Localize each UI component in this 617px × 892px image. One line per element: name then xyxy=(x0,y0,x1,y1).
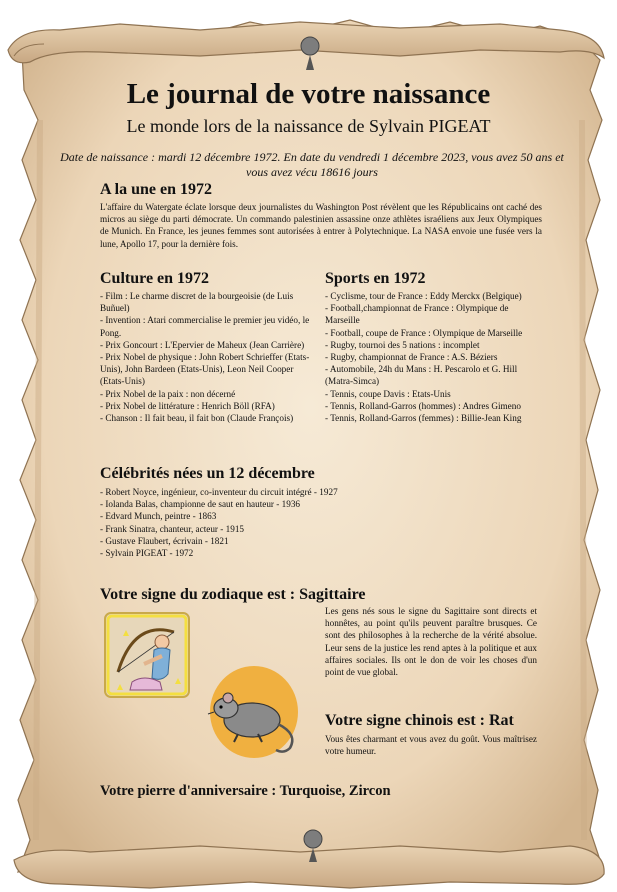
page-subtitle: Le monde lors de la naissance de Sylvain PIGEAT xyxy=(126,116,491,136)
celebrities-section xyxy=(100,465,500,559)
sports-title: Sports en 1972 xyxy=(325,270,426,287)
list-item: - Chanson : Il fait beau, il fait bon (Claude François) xyxy=(100,413,294,424)
culture-list xyxy=(100,290,314,424)
list-item: - Gustave Flaubert, écrivain - 1821 xyxy=(100,535,229,546)
list-item: - Cyclisme, tour de France : Eddy Merckx (Belgique) xyxy=(325,291,522,301)
culture-title: Culture en 1972 xyxy=(100,270,210,287)
celebrities-list xyxy=(100,486,500,559)
list-item: - Rugby, championnat de France : A.S. Béziers xyxy=(325,352,498,363)
list-item: - Prix Nobel de littérature : Henrich Böll (RFA) xyxy=(100,400,275,411)
chinese-text: Vous êtes charmant et vous avez du goût. Vous maîtrisez votre humeur. xyxy=(325,734,537,757)
zodiac-text: Les gens nés sous le signe du Sagittaire sont directs et honnêtes, au point qu'ils peuvent paraître brusques. Ce sont des philosophes à la recherche de la vérité absolue. Leur sens de la justice les rend aptes à la politique et aux affaires sociales. Ils ont le don de voir les choses d'un point de vue global. xyxy=(325,606,537,678)
list-item: - Edvard Munch, peintre - 1863 xyxy=(100,511,217,522)
list-item: - Robert Noyce, ingénieur, co-inventeur du circuit intégré - 1927 xyxy=(100,487,338,497)
birthstone-title: Votre pierre d'anniversaire : Turquoise, Zircon xyxy=(100,783,391,799)
list-item: - Prix Goncourt : L'Epervier de Maheux (Jean Carrière) xyxy=(100,339,305,350)
sagittarius-archer-icon xyxy=(104,612,190,698)
list-item: - Film : Le charme discret de la bourgeoisie (de Luis Buñuel) xyxy=(100,291,294,314)
zodiac-title xyxy=(100,586,560,604)
headline-section xyxy=(100,181,542,250)
list-item: - Frank Sinatra, chanteur, acteur - 1915 xyxy=(100,523,245,534)
list-item: - Football, coupe de France : Olympique de Marseille xyxy=(325,327,523,338)
list-item: - Tennis, Rolland-Garros (hommes) : Andres Gimeno xyxy=(325,400,521,411)
headline-text: L'affaire du Watergate éclate lorsque deux journalistes du Washington Post révèlent que les Républicains ont caché des micros au siège du parti démocrate. Un commando palestinien assassine onze athlètes israéliens aux Jeux Olympiques de Munich. En France, les jeunes femmes sont autorisées à entrer à Polytechnique. La NASA envoie une fusée vers la lune, Apollo 17, pour la dernière fois. xyxy=(100,202,542,249)
sports-section xyxy=(325,270,543,424)
headline-title: A la une en 1972 xyxy=(100,181,213,198)
list-item: - Tennis, Rolland-Garros (femmes) : Billie-Jean King xyxy=(325,413,522,424)
page-title: Le journal de votre naissance xyxy=(126,78,491,110)
list-item: - Iolanda Balas, championne de saut en hauteur - 1936 xyxy=(100,499,301,510)
bottom-scroll-curl xyxy=(14,846,604,888)
list-item: - Sylvain PIGEAT - 1972 xyxy=(100,548,194,559)
rat-icon xyxy=(206,662,302,760)
list-item: - Prix Nobel de physique : John Robert Schrieffer (Etats-Unis), John Bardeen (Etats-Unis), Leon Neil Cooper (Etats-Unis) xyxy=(100,352,310,387)
chinese-sign-section xyxy=(325,712,565,757)
chinese-title: Votre signe chinois est : Rat xyxy=(325,712,514,729)
culture-section xyxy=(100,270,314,424)
zodiac-title-text: Votre signe du zodiaque est : Sagittaire xyxy=(100,586,366,603)
birthstone-section xyxy=(100,783,520,800)
list-item: - Tennis, coupe Davis : Etats-Unis xyxy=(325,388,451,399)
list-item: - Football,championnat de France : Olympique de Marseille xyxy=(325,303,509,326)
list-item: - Prix Nobel de la paix : non décerné xyxy=(100,388,236,399)
birth-dates-line: Date de naissance : mardi 12 décembre 1972. En date du vendredi 1 décembre 2023, vous avez 50 ans et vous avez vécu 18616 jours xyxy=(60,150,564,179)
celebrities-title: Célébrités nées un 12 décembre xyxy=(100,465,315,482)
list-item: - Rugby, tournoi des 5 nations : incomplet xyxy=(325,339,480,350)
list-item: - Automobile, 24h du Mans : H. Pescarolo et G. Hill (Matra-Simca) xyxy=(325,364,518,387)
sports-list xyxy=(325,290,543,424)
list-item: - Invention : Atari commercialise le premier jeu vidéo, le Pong. xyxy=(100,315,310,338)
